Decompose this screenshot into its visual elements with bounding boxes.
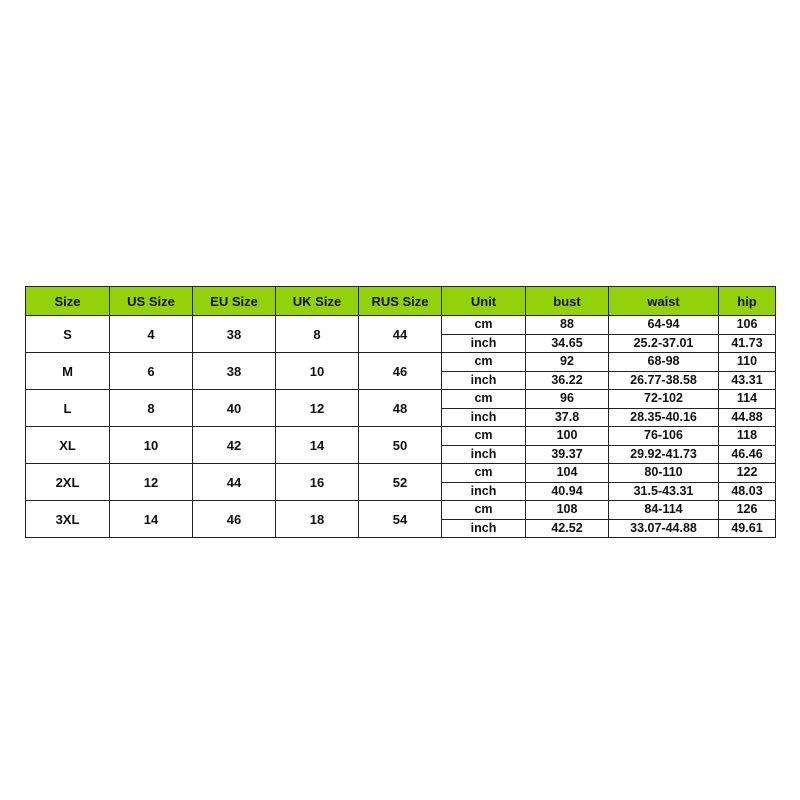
bust-cell: 36.22: [526, 371, 609, 390]
hip-cell: 44.88: [719, 408, 776, 427]
unit-cell: inch: [442, 519, 526, 538]
table-row: [26, 501, 776, 520]
eu-size-cell: 42: [193, 427, 276, 464]
waist-cell: 26.77-38.58: [609, 371, 719, 390]
size-cell: L: [26, 390, 110, 427]
eu-size-cell: 38: [193, 353, 276, 390]
hip-cell: 46.46: [719, 445, 776, 464]
waist-cell: 64-94: [609, 316, 719, 335]
uk-size-cell: 14: [276, 427, 359, 464]
us-size-cell: 12: [110, 464, 193, 501]
bust-cell: 104: [526, 464, 609, 483]
uk-size-cell: 8: [276, 316, 359, 353]
hip-cell: 122: [719, 464, 776, 483]
size-cell: 2XL: [26, 464, 110, 501]
size-cell: 3XL: [26, 501, 110, 538]
unit-cell: inch: [442, 334, 526, 353]
us-size-cell: 10: [110, 427, 193, 464]
unit-cell: cm: [442, 353, 526, 372]
header-us-size: US Size: [110, 287, 193, 316]
eu-size-cell: 38: [193, 316, 276, 353]
waist-cell: 84-114: [609, 501, 719, 520]
bust-cell: 34.65: [526, 334, 609, 353]
header-hip: hip: [719, 287, 776, 316]
table-row: [26, 316, 776, 335]
unit-cell: cm: [442, 427, 526, 446]
unit-cell: inch: [442, 482, 526, 501]
unit-cell: inch: [442, 445, 526, 464]
header-unit: Unit: [442, 287, 526, 316]
uk-size-cell: 10: [276, 353, 359, 390]
hip-cell: 49.61: [719, 519, 776, 538]
header-rus-size: RUS Size: [359, 287, 442, 316]
table-row: [26, 464, 776, 483]
header-waist: waist: [609, 287, 719, 316]
rus-size-cell: 46: [359, 353, 442, 390]
bust-cell: 92: [526, 353, 609, 372]
hip-cell: 41.73: [719, 334, 776, 353]
waist-cell: 25.2-37.01: [609, 334, 719, 353]
waist-cell: 29.92-41.73: [609, 445, 719, 464]
eu-size-cell: 44: [193, 464, 276, 501]
bust-cell: 40.94: [526, 482, 609, 501]
bust-cell: 100: [526, 427, 609, 446]
unit-cell: cm: [442, 316, 526, 335]
rus-size-cell: 52: [359, 464, 442, 501]
unit-cell: cm: [442, 501, 526, 520]
rus-size-cell: 48: [359, 390, 442, 427]
table-header: [26, 287, 776, 316]
eu-size-cell: 40: [193, 390, 276, 427]
waist-cell: 28.35-40.16: [609, 408, 719, 427]
size-chart-table: [25, 286, 776, 538]
rus-size-cell: 44: [359, 316, 442, 353]
hip-cell: 114: [719, 390, 776, 409]
table-body: [26, 316, 776, 538]
hip-cell: 106: [719, 316, 776, 335]
header-size: Size: [26, 287, 110, 316]
hip-cell: 43.31: [719, 371, 776, 390]
waist-cell: 31.5-43.31: [609, 482, 719, 501]
size-cell: M: [26, 353, 110, 390]
eu-size-cell: 46: [193, 501, 276, 538]
waist-cell: 80-110: [609, 464, 719, 483]
hip-cell: 48.03: [719, 482, 776, 501]
rus-size-cell: 50: [359, 427, 442, 464]
waist-cell: 68-98: [609, 353, 719, 372]
hip-cell: 118: [719, 427, 776, 446]
table-row: [26, 427, 776, 446]
uk-size-cell: 18: [276, 501, 359, 538]
bust-cell: 108: [526, 501, 609, 520]
hip-cell: 110: [719, 353, 776, 372]
rus-size-cell: 54: [359, 501, 442, 538]
table-row: [26, 353, 776, 372]
unit-cell: cm: [442, 390, 526, 409]
bust-cell: 42.52: [526, 519, 609, 538]
bust-cell: 39.37: [526, 445, 609, 464]
header-eu-size: EU Size: [193, 287, 276, 316]
size-cell: XL: [26, 427, 110, 464]
us-size-cell: 6: [110, 353, 193, 390]
waist-cell: 76-106: [609, 427, 719, 446]
us-size-cell: 4: [110, 316, 193, 353]
waist-cell: 33.07-44.88: [609, 519, 719, 538]
us-size-cell: 14: [110, 501, 193, 538]
header-bust: bust: [526, 287, 609, 316]
us-size-cell: 8: [110, 390, 193, 427]
bust-cell: 37.8: [526, 408, 609, 427]
bust-cell: 88: [526, 316, 609, 335]
hip-cell: 126: [719, 501, 776, 520]
size-cell: S: [26, 316, 110, 353]
unit-cell: inch: [442, 371, 526, 390]
header-uk-size: UK Size: [276, 287, 359, 316]
uk-size-cell: 12: [276, 390, 359, 427]
unit-cell: cm: [442, 464, 526, 483]
bust-cell: 96: [526, 390, 609, 409]
uk-size-cell: 16: [276, 464, 359, 501]
table-row: [26, 390, 776, 409]
waist-cell: 72-102: [609, 390, 719, 409]
header-row: [26, 287, 776, 316]
unit-cell: inch: [442, 408, 526, 427]
